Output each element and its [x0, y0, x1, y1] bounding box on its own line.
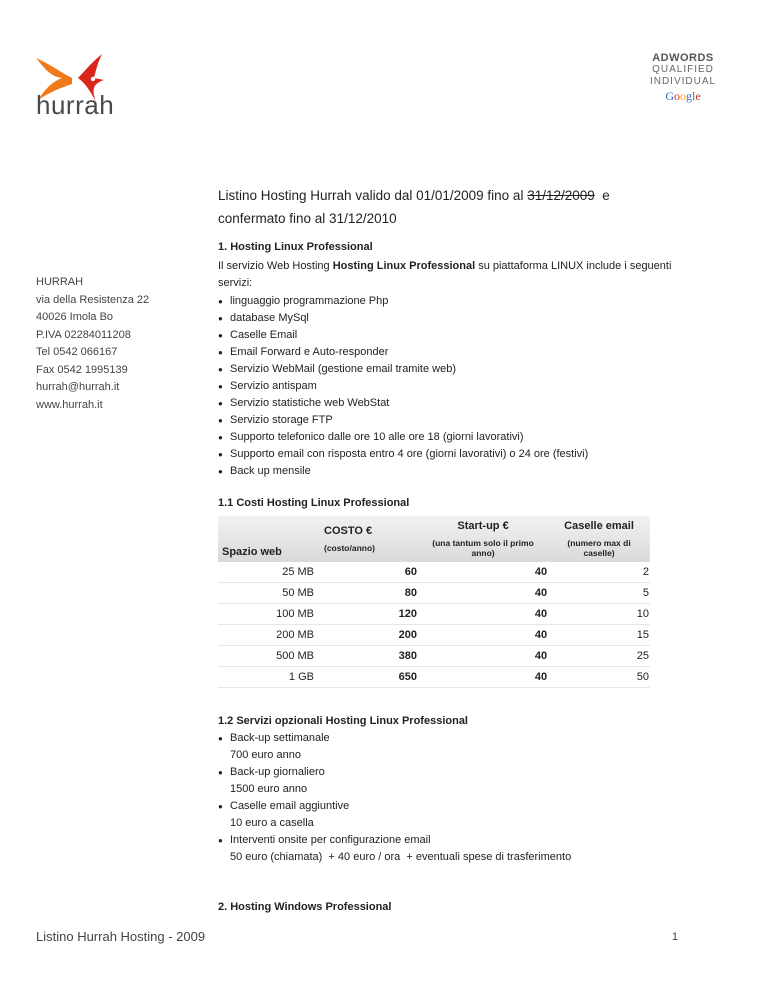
table-row: [218, 562, 650, 583]
list-item: ● Servizio storage FTP: [218, 412, 688, 429]
table-row: [218, 604, 650, 625]
cell-startup: 40: [418, 646, 548, 667]
options-list: [218, 730, 688, 866]
table-row: [218, 646, 650, 667]
list-item: ● linguaggio programmazione Php: [218, 293, 688, 310]
table-header-row: [218, 516, 650, 562]
services-list: [218, 293, 688, 480]
intro-post: su piattaforma LINUX include i seguenti servizi:: [218, 260, 672, 289]
cell-spazio: 1 GB: [218, 667, 320, 688]
page-title: [218, 184, 678, 230]
title-struck-date: 31/12/2009: [527, 188, 595, 203]
cell-costo: 60: [320, 562, 418, 583]
website-link[interactable]: www.hurrah.it: [36, 398, 103, 411]
cell-costo: 200: [320, 625, 418, 646]
header-caselle: Caselle email (numero max di caselle): [564, 520, 634, 558]
cell-caselle: 2: [548, 562, 650, 583]
cell-costo: 120: [320, 604, 418, 625]
cell-costo: 80: [320, 583, 418, 604]
list-item: ● Back-up giornaliero 1500 euro anno: [218, 764, 688, 798]
cell-caselle: 50: [548, 667, 650, 688]
title-post: e confermato fino al 31/12/2010: [218, 188, 614, 226]
list-item: ● Caselle email aggiuntive 10 euro a casella: [218, 798, 688, 832]
list-item: ● database MySql: [218, 310, 688, 327]
logo-wordmark: hurrah: [36, 90, 115, 120]
cell-startup: 40: [418, 604, 548, 625]
list-item: ● Back-up settimanale 700 euro anno: [218, 730, 688, 764]
list-item: ● Supporto email con risposta entro 4 ore (giorni lavorativi) o 24 ore (festivi): [218, 446, 688, 463]
header-spazio: Spazio web: [222, 546, 282, 558]
options-heading: 1.2 Servizi opzionali Hosting Linux Professional: [218, 715, 468, 727]
list-item: ● Email Forward e Auto-responder: [218, 344, 688, 361]
costs-table: [218, 516, 650, 688]
badge-line1: ADWORDS: [652, 52, 714, 64]
cell-startup: 40: [418, 625, 548, 646]
section2-heading: 2. Hosting Windows Professional: [218, 901, 392, 913]
google-logo: Google: [665, 89, 701, 103]
cell-startup: 40: [418, 667, 548, 688]
cell-startup: 40: [418, 583, 548, 604]
intro-bold: Hosting Linux Professional: [332, 260, 476, 272]
section1-heading: 1. Hosting Linux Professional: [218, 241, 373, 253]
address-line: Tel 0542 066167: [36, 346, 118, 358]
cell-caselle: 5: [548, 583, 650, 604]
cell-caselle: 15: [548, 625, 650, 646]
company-address: [36, 274, 149, 414]
footer-text: Listino Hurrah Hosting - 2009: [36, 929, 206, 944]
badge-line2: QUALIFIED: [652, 64, 714, 75]
table-row: [218, 625, 650, 646]
address-line: P.IVA 02284011208: [36, 328, 131, 341]
badge-line3: INDIVIDUAL: [649, 76, 717, 87]
list-item: ● Servizio statistiche web WebStat: [218, 395, 688, 412]
list-item: ● Supporto telefonico dalle ore 10 alle ore 18 (giorni lavorativi): [218, 429, 688, 446]
cell-caselle: 10: [548, 604, 650, 625]
adwords-badge: [638, 52, 728, 104]
title-pre: Listino Hosting Hurrah valido dal 01/01/2009 fino al: [218, 188, 528, 203]
list-item: ● Interventi onsite per configurazione email 50 euro (chiamata) + 40 euro / ora + eventuali spese di trasferimento: [218, 832, 688, 866]
cell-spazio: 100 MB: [218, 604, 320, 625]
section1-intro: [218, 258, 688, 292]
cell-startup: 40: [418, 562, 548, 583]
list-item: ● Servizio WebMail (gestione email tramite web): [218, 361, 688, 378]
list-item: ● Back up mensile: [218, 463, 688, 480]
table-row: [218, 667, 650, 688]
intro-pre: Il servizio Web Hosting: [218, 260, 333, 272]
header-costo: COSTO € (costo/anno): [324, 525, 375, 553]
address-line: Fax 0542 1995139: [36, 363, 128, 376]
header-startup: Start-up € (una tantum solo il primo anno): [432, 520, 534, 558]
main-content: [218, 238, 688, 916]
email-link[interactable]: hurrah@hurrah.it: [36, 381, 120, 393]
cell-spazio: 25 MB: [218, 562, 320, 583]
cell-costo: 650: [320, 667, 418, 688]
cell-caselle: 25: [548, 646, 650, 667]
page-number: 1: [671, 931, 678, 943]
list-item: ● Caselle Email: [218, 327, 688, 344]
address-line: via della Resistenza 22: [36, 293, 150, 306]
costs-heading: 1.1 Costi Hosting Linux Professional: [218, 497, 410, 509]
cell-spazio: 200 MB: [218, 625, 320, 646]
table-row: [218, 583, 650, 604]
address-line: 40026 Imola Bo: [36, 311, 114, 323]
cell-spazio: 50 MB: [218, 583, 320, 604]
cell-spazio: 500 MB: [218, 646, 320, 667]
list-item: ● Servizio antispam: [218, 378, 688, 395]
cell-costo: 380: [320, 646, 418, 667]
address-line: HURRAH: [36, 276, 84, 288]
